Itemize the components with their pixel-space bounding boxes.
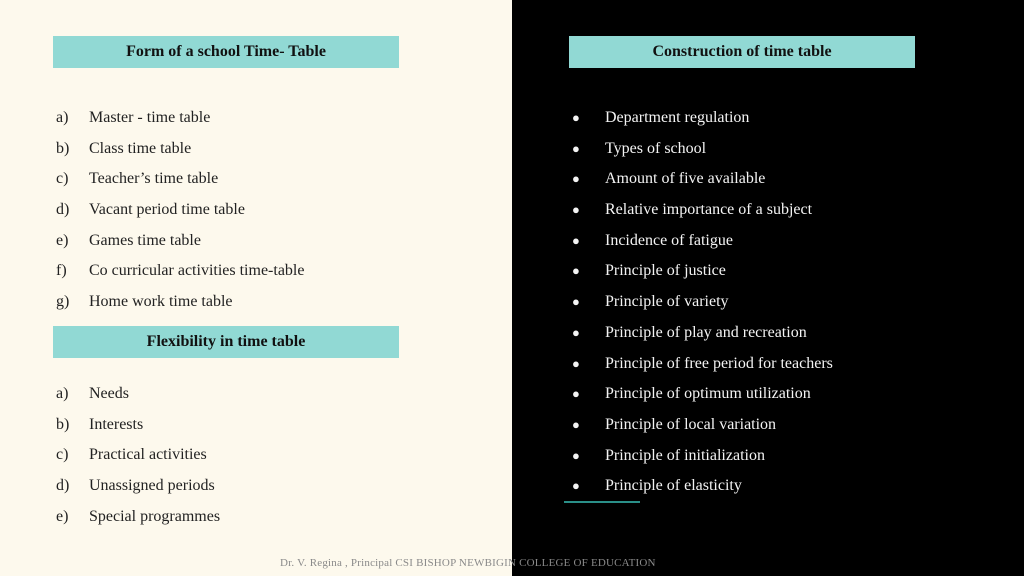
bullet-icon: ● — [572, 324, 580, 340]
bullet-icon: ● — [572, 202, 580, 218]
list-item — [572, 349, 992, 380]
list-item — [572, 164, 992, 195]
list-item — [572, 134, 992, 165]
bullet-icon: ● — [572, 263, 580, 279]
list-item-text: Interests — [89, 415, 144, 433]
list-marker: e) — [56, 507, 69, 525]
bullet-icon: ● — [572, 110, 580, 125]
list-item-text: Master - time table — [89, 109, 211, 126]
list-item-text: Department regulation — [605, 109, 750, 126]
list-item-text: Home work time table — [89, 293, 233, 311]
construction-list — [572, 103, 992, 502]
bullet-icon: ● — [572, 416, 580, 432]
accent-underline — [564, 501, 640, 503]
list-item — [572, 379, 992, 410]
footer-credit: Dr. V. Regina , Principal CSI BISHOP NEWBIGIN COLLEGE OF EDUCATION — [280, 557, 656, 569]
list-item-text: Needs — [89, 385, 129, 402]
list-item-text: Teacher’s time table — [89, 170, 219, 188]
bullet-icon: ● — [572, 294, 580, 310]
list-marker: c) — [56, 170, 69, 188]
list-item — [572, 471, 992, 502]
list-item — [572, 287, 992, 318]
list-item-text: Types of school — [605, 139, 707, 157]
bullet-icon: ● — [572, 447, 580, 463]
construction-heading — [569, 36, 915, 68]
list-item — [56, 134, 476, 165]
list-item — [572, 318, 992, 349]
list-item — [56, 226, 476, 257]
construction-heading-text: Construction of time table — [652, 43, 832, 60]
list-marker: a) — [56, 109, 69, 126]
list-marker: a) — [56, 385, 69, 402]
bullet-icon: ● — [572, 386, 580, 402]
list-item-text: Special programmes — [89, 507, 221, 525]
list-marker: g) — [56, 293, 70, 311]
list-item — [56, 502, 476, 533]
list-item — [56, 256, 476, 287]
list-item — [56, 471, 476, 502]
list-item — [56, 440, 476, 471]
list-item-text: Principle of play and recreation — [605, 323, 807, 341]
list-item — [56, 287, 476, 318]
list-item — [56, 195, 476, 226]
list-item — [572, 226, 992, 257]
bullet-icon: ● — [572, 232, 580, 248]
list-item-text: Class time table — [89, 139, 192, 157]
flexibility-heading-text: Flexibility in time table — [146, 333, 306, 350]
list-item-text: Unassigned periods — [89, 477, 215, 495]
list-item-text: Principle of initialization — [605, 446, 765, 464]
list-item — [56, 379, 476, 410]
list-item — [572, 410, 992, 441]
list-item-text: Co curricular activities time-table — [89, 262, 305, 280]
list-item — [56, 164, 476, 195]
list-item-text: Principle of variety — [605, 293, 729, 311]
list-marker: b) — [56, 139, 70, 157]
list-marker: e) — [56, 231, 69, 249]
list-item-text: Vacant period time table — [89, 201, 245, 219]
flexibility-heading — [53, 326, 399, 358]
bullet-icon: ● — [572, 478, 580, 494]
list-item-text: Relative importance of a subject — [605, 201, 813, 219]
list-item — [56, 103, 476, 134]
list-item — [572, 195, 992, 226]
form-list — [56, 103, 476, 318]
list-marker: c) — [56, 446, 69, 464]
list-item-text: Principle of local variation — [605, 415, 777, 433]
list-item — [56, 410, 476, 441]
list-marker: b) — [56, 415, 70, 433]
bullet-icon: ● — [572, 355, 580, 371]
flexibility-list — [56, 379, 476, 532]
list-item — [572, 441, 992, 472]
list-marker: f) — [56, 262, 67, 280]
list-item — [572, 103, 992, 134]
list-item-text: Principle of free period for teachers — [605, 354, 833, 372]
list-marker: d) — [56, 201, 70, 219]
list-item-text: Incidence of fatigue — [605, 231, 733, 249]
bullet-icon: ● — [572, 171, 580, 187]
list-marker: d) — [56, 477, 70, 495]
form-heading-text: Form of a school Time- Table — [126, 43, 326, 60]
list-item-text: Principle of optimum utilization — [605, 385, 811, 403]
form-heading — [53, 36, 399, 68]
list-item-text: Principle of elasticity — [605, 477, 742, 495]
list-item-text: Games time table — [89, 231, 201, 249]
list-item — [572, 256, 992, 287]
list-item-text: Principle of justice — [605, 262, 726, 280]
list-item-text: Amount of five available — [605, 170, 766, 188]
list-item-text: Practical activities — [89, 446, 207, 464]
bullet-icon: ● — [572, 140, 580, 156]
